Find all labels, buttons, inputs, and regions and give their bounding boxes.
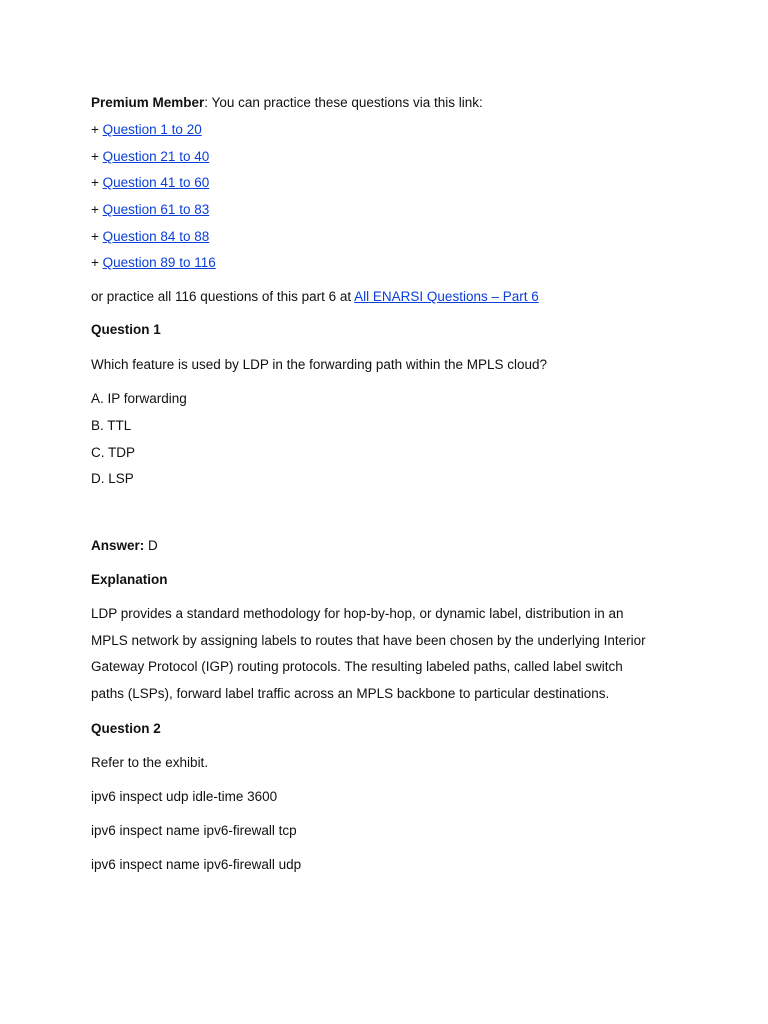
link-list-item xyxy=(91,201,209,219)
explanation-line: paths (LSPs), forward label traffic across an MPLS backbone to particular destinations. xyxy=(91,686,610,702)
link-list-item xyxy=(91,254,216,272)
answer-label: Answer: xyxy=(91,538,145,553)
question-link-89-116[interactable]: Question 89 to 116 xyxy=(102,255,216,270)
list-prefix: + xyxy=(91,122,103,137)
list-prefix: + xyxy=(91,175,103,190)
link-list-item xyxy=(91,228,209,246)
question-link-41-60[interactable]: Question 41 to 60 xyxy=(102,175,210,190)
question-link-84-88[interactable]: Question 84 to 88 xyxy=(102,229,210,244)
link-list-item xyxy=(91,148,209,166)
question-2-text: Refer to the exhibit. xyxy=(91,755,209,770)
practice-all-line xyxy=(91,288,539,306)
question-2-heading: Question 2 xyxy=(91,721,161,736)
explanation-line: MPLS network by assigning labels to routes that have been chosen by the underlying Interior xyxy=(91,632,646,648)
question-link-21-40[interactable]: Question 21 to 40 xyxy=(102,149,210,164)
list-prefix: + xyxy=(91,229,103,244)
exhibit-line: ipv6 inspect udp idle-time 3600 xyxy=(91,789,278,804)
option-c: C. TDP xyxy=(91,445,136,460)
premium-member-label: Premium Member xyxy=(91,95,205,110)
question-1-text: Which feature is used by LDP in the forwarding path within the MPLS cloud? xyxy=(91,357,548,372)
explanation-paragraph xyxy=(91,601,691,708)
exhibit-line: ipv6 inspect name ipv6-firewall tcp xyxy=(91,823,297,838)
explanation-line: Gateway Protocol (IGP) routing protocols. The resulting labeled paths, called label switch xyxy=(91,659,623,675)
premium-intro xyxy=(91,94,483,112)
question-1-heading: Question 1 xyxy=(91,322,161,337)
link-list-item xyxy=(91,174,209,192)
premium-intro-text: : You can practice these questions via this link: xyxy=(204,95,483,110)
explanation-line: LDP provides a standard methodology for hop-by-hop, or dynamic label, distribution in an xyxy=(91,606,624,621)
list-prefix: + xyxy=(91,149,103,164)
answer-value: D xyxy=(144,538,158,553)
practice-all-text: or practice all 116 questions of this part 6 at xyxy=(91,289,355,304)
option-a: A. IP forwarding xyxy=(91,391,187,406)
list-prefix: + xyxy=(91,202,103,217)
answer-line xyxy=(91,537,158,555)
link-list-item xyxy=(91,121,202,139)
option-d: D. LSP xyxy=(91,471,134,486)
option-b: B. TTL xyxy=(91,418,132,433)
all-enarsi-questions-link[interactable]: All ENARSI Questions – Part 6 xyxy=(354,289,539,304)
question-link-61-83[interactable]: Question 61 to 83 xyxy=(102,202,210,217)
list-prefix: + xyxy=(91,255,103,270)
exhibit-line: ipv6 inspect name ipv6-firewall udp xyxy=(91,857,302,872)
explanation-heading: Explanation xyxy=(91,572,168,587)
question-link-1-20[interactable]: Question 1 to 20 xyxy=(102,122,202,137)
